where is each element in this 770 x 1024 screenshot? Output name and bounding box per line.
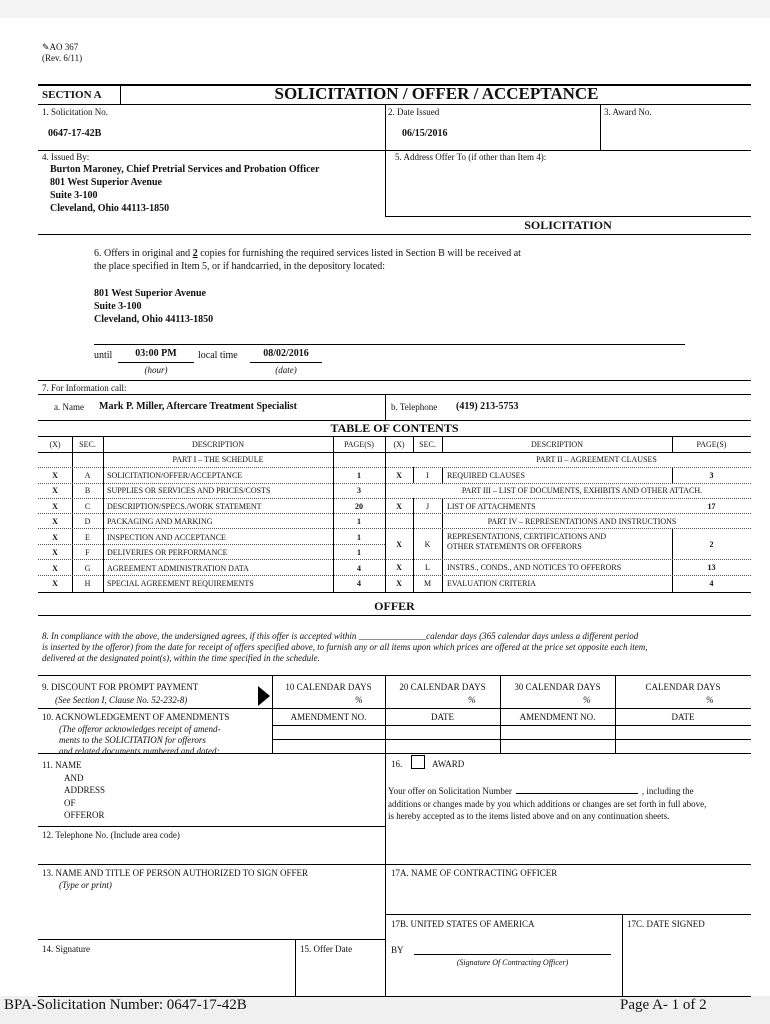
pct-4: %: [706, 695, 714, 705]
pct-3: %: [583, 695, 591, 705]
toc-pages: 4: [357, 579, 361, 588]
toc-col-desc: DESCRIPTION: [191, 440, 244, 449]
award-checkbox[interactable]: [411, 755, 425, 769]
toc-pages: 1: [357, 548, 361, 557]
toc-desc: AGREEMENT ADMINISTRATION DATA: [107, 564, 249, 573]
amend-date-col-2: DATE: [671, 712, 695, 722]
toc-desc: SOLICITATION/OFFER/ACCEPTANCE: [107, 471, 243, 480]
toc-pages: 13: [707, 563, 716, 572]
toc-x-mark: X: [52, 471, 58, 480]
document-page: [0, 18, 770, 996]
toc-col-x: (X): [49, 440, 61, 449]
toc-pages: 3: [357, 486, 361, 495]
solicitation-no-label: 1. Solicitation No.: [42, 107, 108, 117]
toc-x-mark: X: [52, 579, 58, 588]
date-caption: (date): [275, 365, 297, 375]
toc-part-3: PART III – LIST OF DOCUMENTS, EXHIBITS AND OTHER ATTACH.: [461, 486, 703, 495]
toc-desc-multiline: REPRESENTATIONS, CERTIFICATIONS AND OTHER STATEMENTS OR OFFERORS: [447, 532, 607, 551]
toc-sec: L: [425, 563, 430, 572]
discount-col-10: 10 CALENDAR DAYS: [285, 682, 372, 692]
officer-signature-caption: (Signature Of Contracting Officer): [456, 958, 569, 967]
local-time-label: local time: [198, 350, 238, 361]
date-issued-value: 06/15/2016: [402, 128, 448, 139]
discount-label: 9. DISCOUNT FOR PROMPT PAYMENT: [42, 682, 199, 692]
toc-heading: TABLE OF CONTENTS: [330, 421, 459, 435]
issuer-name: Burton Maroney, Chief Pretrial Services and Probation Officer: [50, 164, 320, 175]
toc-row-separator: [38, 483, 385, 484]
toc-sec: I: [426, 471, 429, 480]
toc-part-2: PART II – AGREEMENT CLAUSES: [536, 455, 657, 464]
form-title: SOLICITATION / OFFER / ACCEPTANCE: [274, 84, 599, 103]
toc-row-separator: [38, 513, 385, 514]
toc-row-separator: [38, 575, 385, 576]
toc-col-x-2: (X): [393, 440, 405, 449]
toc-desc: PACKAGING AND MARKING: [107, 517, 213, 526]
amendments-note: (The offeror acknowledges receipt of amend- ments to the SOLICITATION for offerors and related documents numbered and dated:: [59, 724, 221, 756]
toc-col-desc-2: DESCRIPTION: [530, 440, 583, 449]
offeror-label-block: 11. NAME AND ADDRESS OF OFFEROR: [42, 760, 106, 820]
toc-sec: F: [85, 548, 90, 557]
discount-note: (See Section I, Clause No. 52-232-8): [55, 695, 188, 705]
contracting-officer-label: 17A. NAME OF CONTRACTING OFFICER: [391, 868, 558, 878]
date-signed-label: 17C. DATE SIGNED: [627, 919, 705, 929]
toc-col-sec: SEC.: [79, 440, 96, 449]
contact-name: Mark P. Miller, Aftercare Treatment Specialist: [99, 401, 298, 412]
offer-heading: OFFER: [374, 599, 415, 613]
discount-col-custom: CALENDAR DAYS: [645, 682, 721, 692]
toc-desc: INSTRS., CONDS., AND NOTICES TO OFFERORS: [447, 563, 622, 572]
date-issued-label: 2. Date Issued: [388, 107, 440, 117]
toc-sec: K: [424, 540, 431, 549]
pct-1: %: [355, 695, 363, 705]
issued-by-label: 4. Issued By:: [42, 152, 90, 162]
footer-page-number: Page A- 1 of 2: [620, 997, 707, 1013]
toc-sec: A: [84, 471, 91, 480]
hour-caption: (hour): [144, 365, 168, 375]
authorized-signer-label: 13. NAME AND TITLE OF PERSON AUTHORIZED TO SIGN OFFER: [42, 868, 309, 878]
toc-desc: REQUIRED CLAUSES: [447, 471, 526, 480]
telephone-value: (419) 213-5753: [456, 401, 519, 412]
amend-no-col-1: AMENDMENT NO.: [290, 712, 367, 722]
issuer-address-2: Suite 3-100: [50, 190, 98, 201]
toc-row-separator: [38, 559, 385, 560]
toc-pages: 1: [357, 471, 361, 480]
award-text: Your offer on Solicitation Number , including the additions or changes made by you which additions or changes are set forth in full above, is hereby accepted as to the items listed above and on any continuation sheets.: [388, 786, 707, 821]
toc-sec: E: [85, 533, 90, 542]
toc-x-mark: X: [396, 471, 402, 480]
toc-desc: EVALUATION CRITERIA: [447, 579, 536, 588]
form-id: [42, 42, 82, 64]
toc-pages: 20: [355, 502, 363, 511]
toc-x-mark: X: [396, 579, 402, 588]
due-date-value: 08/02/2016: [263, 348, 309, 359]
signature-label: 14. Signature: [42, 944, 90, 954]
pct-2: %: [468, 695, 476, 705]
toc-sec: H: [84, 579, 91, 588]
footer-solicitation-number: BPA-Solicitation Number: 0647-17-42B: [4, 997, 247, 1013]
toc-part-4: PART IV – REPRESENTATIONS AND INSTRUCTIONS: [487, 517, 677, 526]
issued-by-block: [50, 163, 319, 215]
toc-row-separator: [38, 544, 385, 545]
award-item-number: 16.: [391, 759, 403, 769]
award-label: AWARD: [432, 759, 465, 769]
toc-x-mark: X: [396, 502, 402, 511]
arrow-right-icon: [258, 686, 270, 706]
section-label: SECTION A: [42, 89, 102, 101]
toc-row-separator: [38, 528, 385, 529]
toc-part-1: PART I – THE SCHEDULE: [172, 455, 264, 464]
toc-sec: J: [425, 502, 430, 511]
issuer-address-1: 801 West Superior Avenue: [50, 177, 162, 188]
toc-sec: G: [84, 564, 91, 573]
toc-pages: 1: [357, 517, 361, 526]
solicitation-heading: SOLICITATION: [524, 218, 612, 232]
toc-desc: SUPPLIES OR SERVICES AND PRICES/COSTS: [107, 486, 271, 495]
name-label: a. Name: [54, 402, 84, 412]
toc-pages: 4: [357, 564, 361, 573]
toc-x-mark: X: [52, 533, 58, 542]
toc-x-mark: X: [52, 517, 58, 526]
toc-col-pages-2: PAGE(S): [696, 440, 727, 449]
toc-desc: DELIVERIES OR PERFORMANCE: [107, 548, 228, 557]
offers-paragraph: 6. Offers in original and 2 copies for furnishing the required services listed in Section B will be received at the place specified in Item 5, or if handcarried, in the depository located:: [94, 248, 521, 272]
toc-pages: 3: [709, 471, 714, 480]
toc-x-mark: X: [396, 563, 402, 572]
viewer-top-strip: [0, 0, 770, 18]
telephone-label: b. Telephone: [391, 402, 438, 412]
info-call-label: 7. For Information call:: [42, 383, 127, 393]
toc-x-mark: X: [52, 548, 58, 557]
offer-paragraph: 8. In compliance with the above, the undersigned agrees, if this offer is accepted within _______________calendar days (365 calendar days unless a different period is inserted by the offeror) from the date for receipt of offers specified above, to furnish any or all items upon which prices are offered at the price set opposite each item, delivered at the designated point(s), within the time specified in the schedule.: [42, 631, 648, 663]
form-revision: (Rev. 6/11): [42, 53, 83, 63]
depository-address: 801 West Superior Avenue Suite 3-100 Cleveland, Ohio 44113-1850: [94, 288, 214, 325]
toc-x-mark: X: [396, 540, 402, 549]
offer-date-label: 15. Offer Date: [300, 944, 353, 954]
solicitation-no-value: 0647-17-42B: [48, 128, 102, 139]
toc-sec: M: [423, 579, 432, 588]
toc-desc: SPECIAL AGREEMENT REQUIREMENTS: [107, 579, 254, 588]
toc-x-mark: X: [52, 564, 58, 573]
toc-desc: LIST OF ATTACHMENTS: [447, 502, 536, 511]
until-label: until: [94, 350, 113, 361]
toc-pages: 1: [357, 533, 361, 542]
authorized-signer-note: (Type or print): [59, 880, 112, 890]
toc-row-separator: [38, 498, 385, 499]
award-no-label: 3. Award No.: [604, 107, 652, 117]
toc-col-pages: PAGE(S): [344, 440, 374, 449]
united-states-label: 17B. UNITED STATES OF AMERICA: [391, 919, 535, 929]
amend-date-col-1: DATE: [431, 712, 454, 722]
toc-pages: 4: [709, 579, 714, 588]
address-offer-to-label: 5. Address Offer To (if other than Item 4):: [395, 152, 547, 162]
hour-value: 03:00 PM: [135, 348, 177, 359]
toc-x-mark: X: [52, 502, 58, 511]
toc-pages: 2: [709, 540, 714, 549]
by-label: BY: [391, 945, 404, 955]
telephone-no-label: 12. Telephone No. (Include area code): [42, 830, 180, 840]
toc-desc: INSPECTION AND ACCEPTANCE: [107, 533, 226, 542]
toc-desc: DESCRIPTION/SPECS./WORK STATEMENT: [107, 502, 262, 511]
toc-sec: C: [84, 502, 91, 511]
toc-sec: B: [84, 486, 91, 495]
amend-no-col-2: AMENDMENT NO.: [519, 712, 596, 722]
discount-col-20: 20 CALENDAR DAYS: [399, 682, 486, 692]
toc-col-sec-2: SEC.: [419, 440, 436, 449]
toc-pages: 17: [707, 502, 716, 511]
toc-sec: D: [84, 517, 91, 526]
issuer-address-3: Cleveland, Ohio 44113-1850: [50, 203, 170, 214]
toc-x-mark: X: [52, 486, 58, 495]
form-number: ✎AO 367: [42, 42, 79, 52]
discount-col-30: 30 CALENDAR DAYS: [514, 682, 601, 692]
amendments-label: 10. ACKNOWLEDGEMENT OF AMENDMENTS: [42, 712, 230, 722]
